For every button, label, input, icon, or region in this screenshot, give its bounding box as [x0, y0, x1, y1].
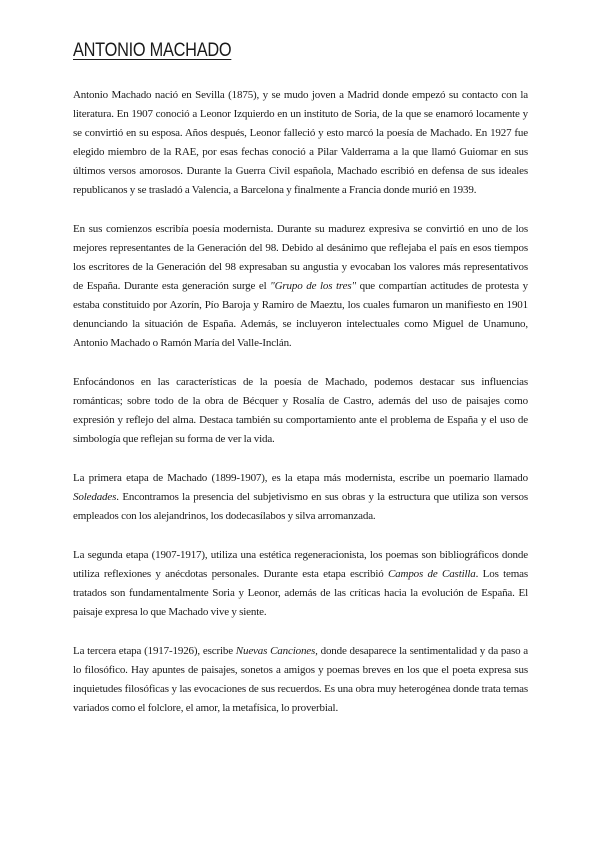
italic-title-text: Soledades: [73, 491, 117, 503]
paragraph-biography: [73, 86, 528, 200]
paragraph-text: donde desaparece la sentimentalidad y da paso a lo filosófico. Hay apuntes de paisajes, sonetos a amigos y poemas breves en los que el poeta expresa sus inquietudes filosóficas y las evocaciones de sus recuerdos. Es una obra muy heterogénea donde trata temas variados como el folclore, el amor, la metafísica, lo proverbial.: [73, 645, 528, 714]
paragraph-text: La primera etapa de Machado (1899-1907), es la etapa más modernista, escribe un poemario llamado: [73, 472, 528, 484]
paragraph-text: La segunda etapa (1907-1917), utiliza una estética regeneracionista, los poemas son bibliográficos donde utiliza reflexiones y anécdotas personales. Durante esta etapa escribió: [73, 549, 528, 580]
paragraph-second-stage: [73, 546, 528, 622]
paragraph-generation-98: [73, 220, 528, 353]
italic-title-text: Nuevas Canciones,: [235, 645, 318, 657]
paragraph-text: Antonio Machado nació en Sevilla (1875), y se mudo joven a Madrid donde empezó su contacto con la literatura. En 1907 conoció a Leonor Izquierdo en un instituto de Soria, de la que se enamoró locamente y se convirtió en su esposa. Años después, Leonor falleció y esto marcó la poesía de Machado. En 1927 fue elegido miembro de la RAE, por esas fechas conoció a Pilar Valderrama a la que llamó Guiomar en sus últimos versos amorosos. Durante la Guerra Civil española, Machado escribió en defensa de sus ideales republicanos y se trasladó a Valencia, a Barcelona y finalmente a Francia donde murió en 1939.: [73, 89, 528, 196]
paragraph-text: En sus comienzos escribía poesía modernista. Durante su madurez expresiva se convirtió en uno de los mejores representantes de la Generación del 98. Debido al desánimo que reflejaba el país en esos tiempos los escritores de la Generación del 98 expresaban su angustia y evocaban los valores más representativos de España. Durante esta generación surge el: [73, 223, 528, 292]
paragraph-text: que compartían actitudes de protesta y estaba constituido por Azorín, Pío Baroja y Ramiro de Maeztu, los cuales fumaron un manifiesto en 1901 denunciando la situación de España. Además, se incluyeron intelectuales como Miguel de Unamuno, Antonio Machado o Ramón María del Valle-Inclán.: [73, 280, 528, 349]
paragraph-characteristics: [73, 373, 528, 449]
document-body: [73, 86, 528, 738]
page-title: ANTONIO MACHADO: [73, 40, 232, 61]
paragraph-text: Enfocándonos en las características de la poesía de Machado, podemos destacar sus influencias románticas; sobre todo de la obra de Bécquer y Rosalía de Castro, además del uso de paisajes como expresión y reflejo del alma. Destaca también su comportamiento ante el problema de España y el uso de simbología que reflejan su forma de ver la vida.: [73, 376, 528, 445]
paragraph-text: . Los temas tratados son fundamentalmente Soria y Leonor, además de las críticas hacia la evolución de España. El paisaje expresa lo que Machado vive y siente.: [73, 568, 529, 618]
paragraph-third-stage: [73, 642, 528, 718]
paragraph-first-stage: [73, 469, 528, 526]
paragraph-text: La tercera etapa (1917-1926), escribe: [73, 645, 236, 657]
italic-title-text: Campos de Castilla: [388, 568, 476, 580]
italic-title-text: "Grupo de los tres": [270, 280, 356, 292]
paragraph-text: . Encontramos la presencia del subjetivismo en sus obras y la estructura que utiliza son versos empleados con los alejandrinos, los dodecasílabos y silva arromanzada.: [73, 491, 528, 522]
